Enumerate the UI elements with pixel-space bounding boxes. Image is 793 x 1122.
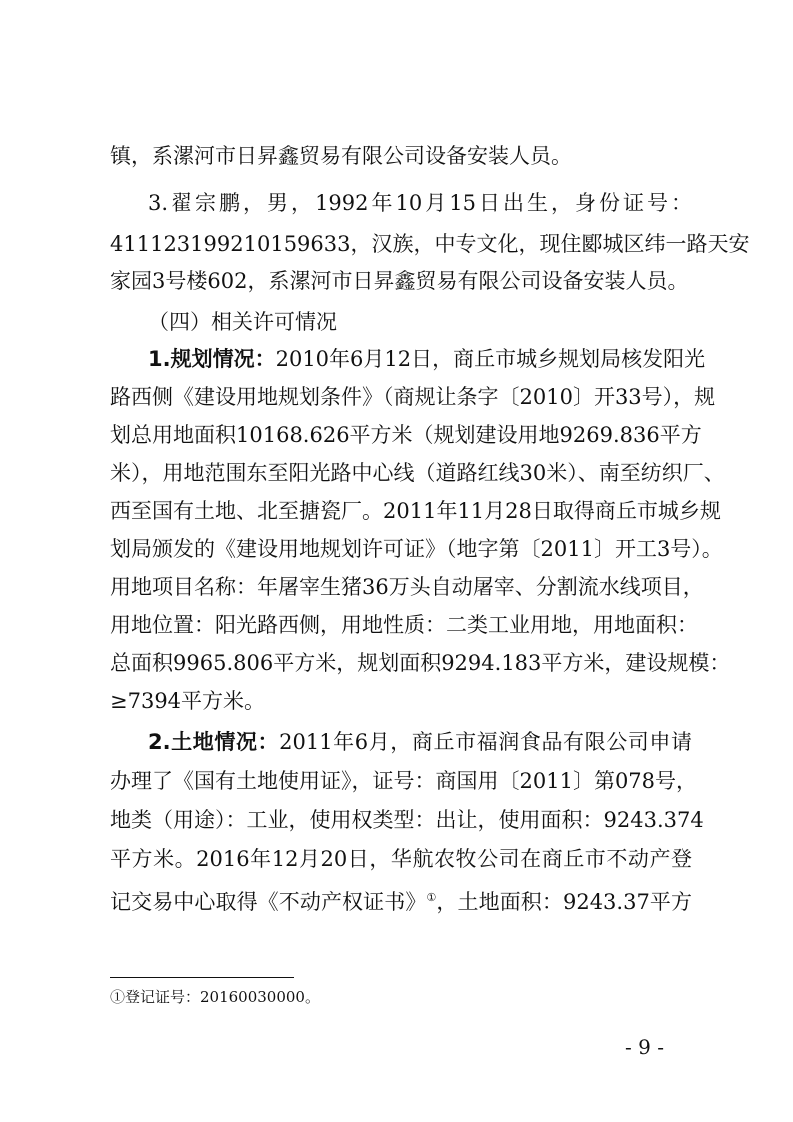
footnote: ①登记证号：20160030000。 <box>110 988 320 1006</box>
footnote-divider <box>110 977 294 978</box>
footnote-reference: ① <box>426 891 437 904</box>
paragraph-line: 西至国有土地、北至搪瓷厂。2011年11月28日取得商丘市城乡规 <box>110 499 721 523</box>
land-heading: 2.土地情况： <box>148 730 280 754</box>
paragraph-line: 路西侧《建设用地规划条件》（商规让条字〔2010〕开33号），规 <box>110 385 716 409</box>
paragraph-text: 2010年6月12日，商丘市城乡规划局核发阳光 <box>275 347 706 371</box>
paragraph-line: ≥7394平方米。 <box>110 689 266 713</box>
paragraph-line: 地类（用途）：工业，使用权类型：出让，使用面积：9243.374 <box>110 808 704 832</box>
paragraph-line <box>148 340 706 378</box>
paragraph-text: 2011年6月，商丘市福润食品有限公司申请 <box>279 730 692 754</box>
paragraph-line: 办理了《国有土地使用证》，证号：商国用〔2011〕第078号， <box>110 769 698 793</box>
paragraph-line: 用地项目名称：年屠宰生猪36万头自动屠宰、分割流水线项目， <box>110 575 704 599</box>
paragraph-line <box>148 723 692 761</box>
paragraph-line: 划局颁发的《建设用地规划许可证》（地字第〔2011〕开工3号）。 <box>110 537 723 561</box>
page-number: - 9 - <box>625 1035 664 1059</box>
paragraph-text: 记交易中心取得《不动产权证书》 <box>110 890 427 914</box>
paragraph-line: 总面积9965.806平方米，规划面积9294.183平方米，建设规模： <box>110 651 731 675</box>
paragraph-line: 平方米。2016年12月20日，华航农牧公司在商丘市不动产登 <box>110 847 692 871</box>
section-heading: （四）相关许可情况 <box>148 310 337 334</box>
paragraph-line <box>110 879 692 921</box>
paragraph-line: 镇，系漯河市日昇鑫贸易有限公司设备安装人员。 <box>110 144 572 168</box>
planning-heading: 1.规划情况： <box>148 347 276 371</box>
paragraph-line: 3.翟宗鹏，男，1992年10月15日出生，身份证号： <box>148 191 692 215</box>
paragraph-line: 用地位置：阳光路西侧，用地性质：二类工业用地，用地面积： <box>110 613 698 637</box>
paragraph-line: 411123199210159633，汉族，中专文化，现住郾城区纬一路天安 <box>110 232 750 256</box>
paragraph-line: 划总用地面积10168.626平方米（规划建设用地9269.836平方 <box>110 423 702 447</box>
paragraph-line: 米），用地范围东至阳光路中心线（道路红线30米）、南至纺织厂、 <box>110 461 725 485</box>
paragraph-text: ，土地面积：9243.37平方 <box>436 890 693 914</box>
paragraph-line: 家园3号楼602，系漯河市日昇鑫贸易有限公司设备安装人员。 <box>110 269 689 293</box>
